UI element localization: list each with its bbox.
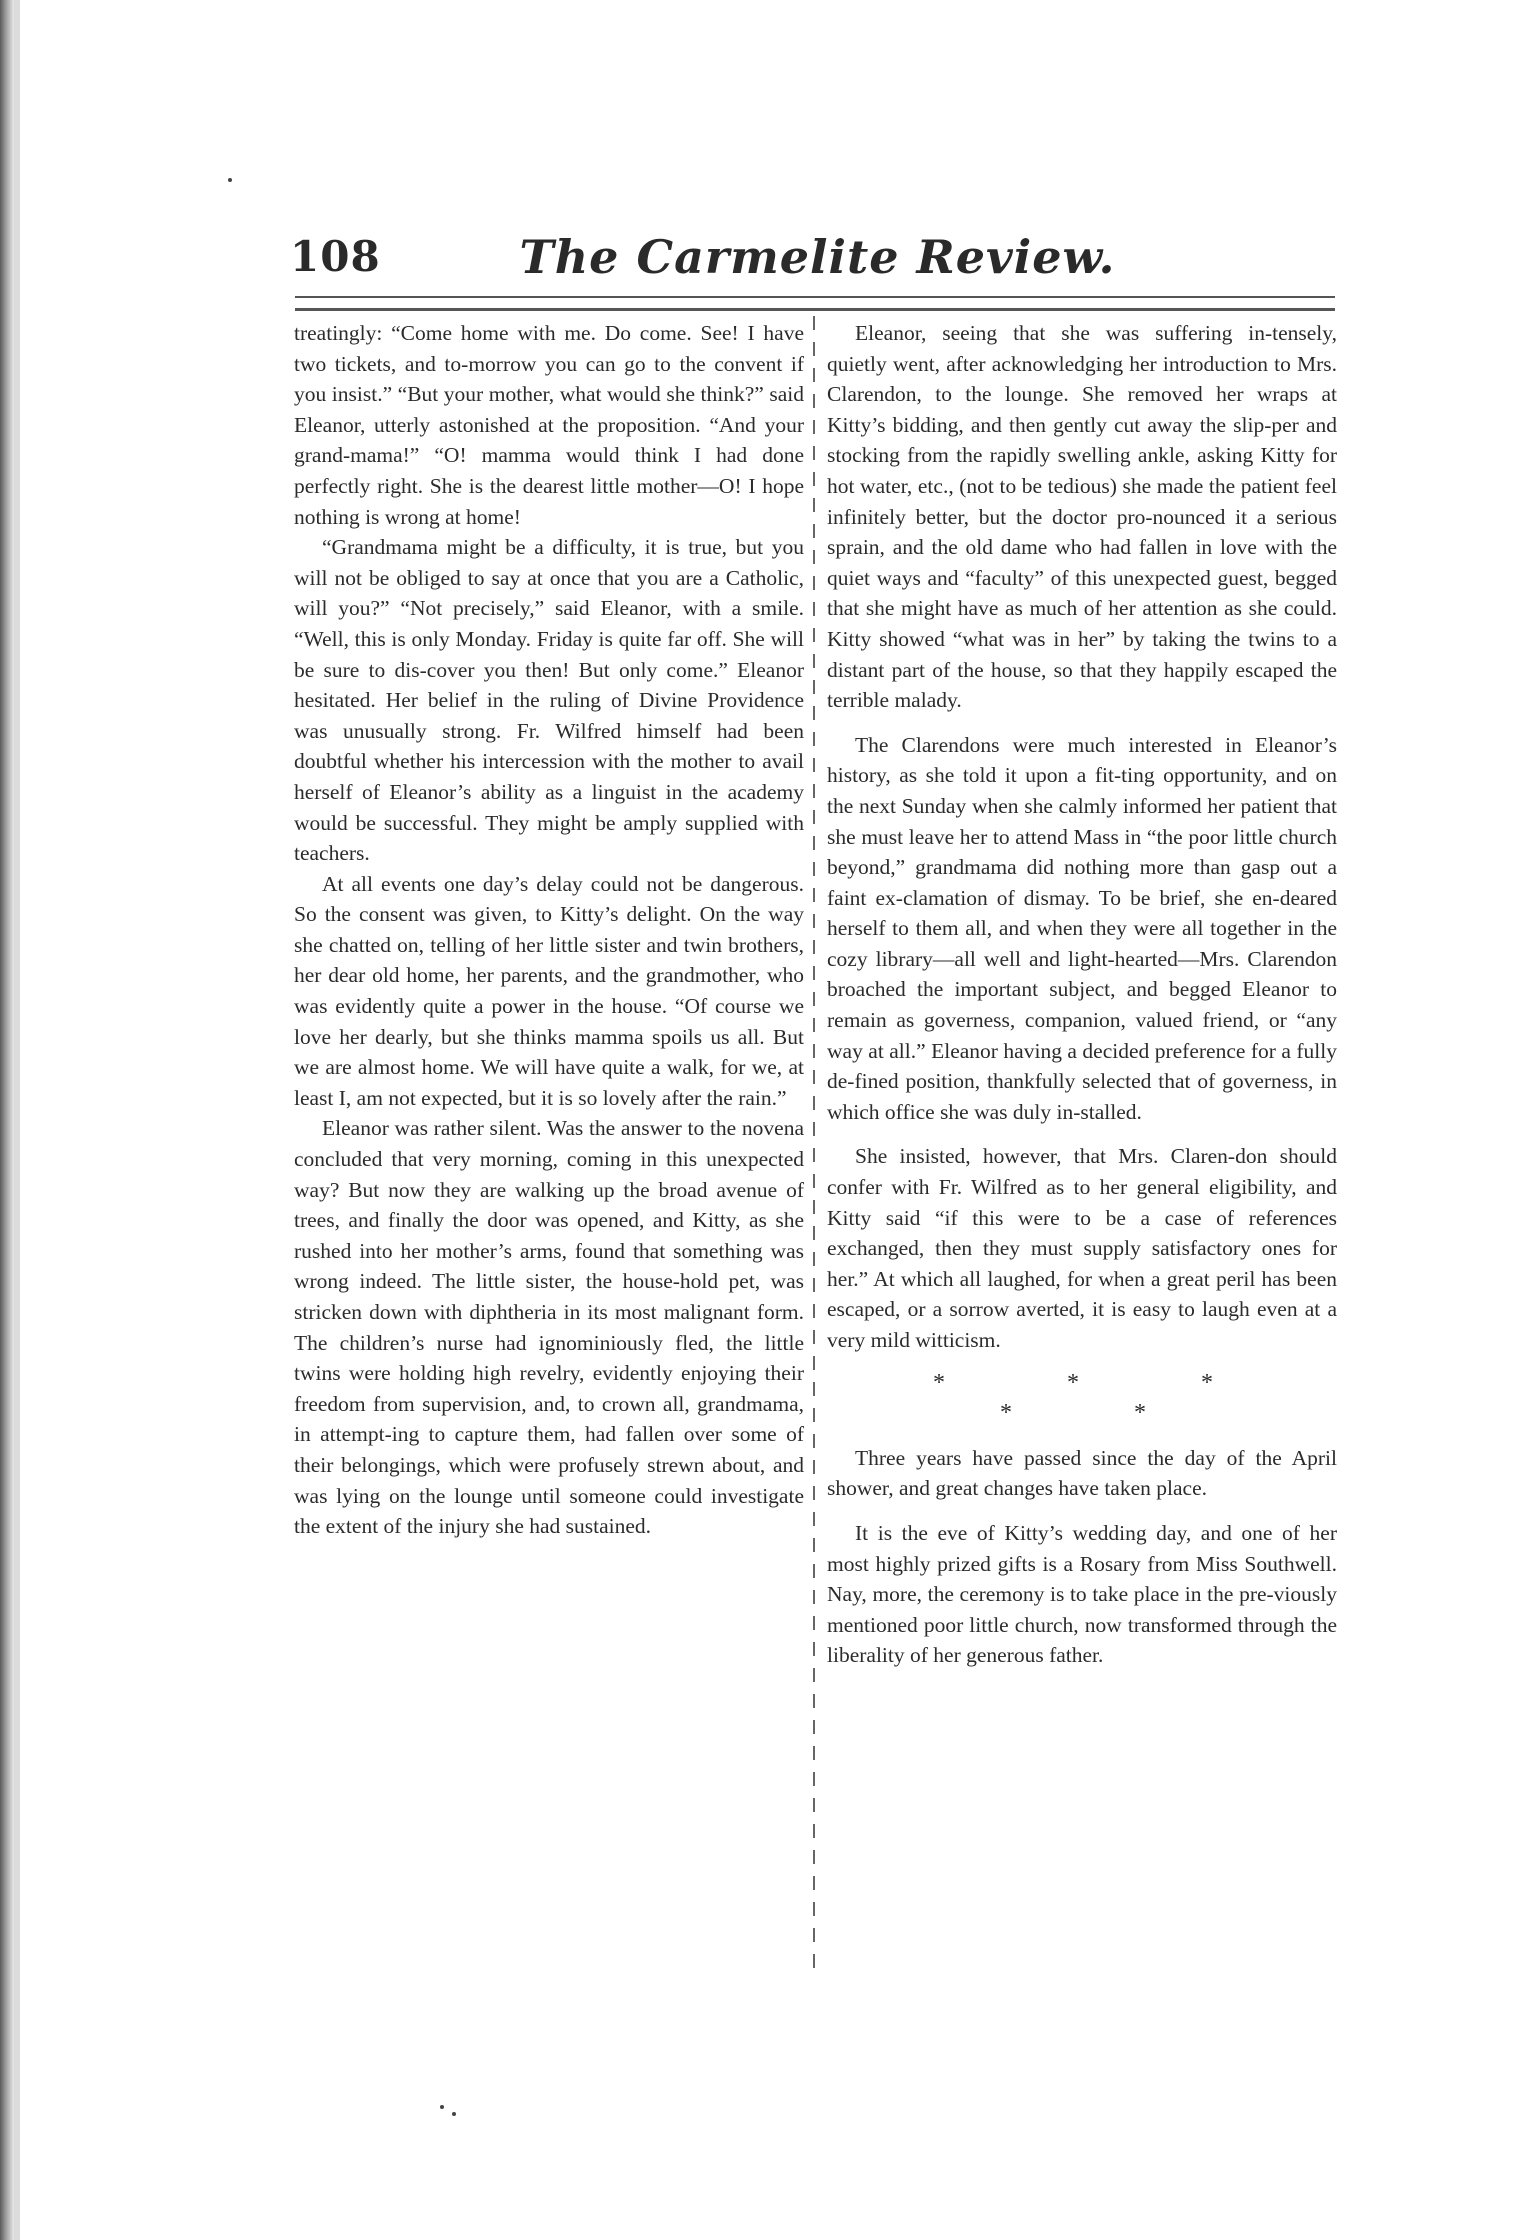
print-speck — [440, 2105, 444, 2109]
paragraph: Three years have passed since the day of the April shower, and great changes have taken place. — [827, 1445, 1337, 1501]
paragraph: It is the eve of Kitty’s wedding day, and one of her most highly prized gifts is a Rosary from Miss Southwell. Nay, more, the ceremony is to take place in the pre-viously mentioned poor little church, now transformed through the liberality of her generous father. — [827, 1520, 1337, 1668]
column-divider — [813, 316, 815, 1976]
left-column — [294, 318, 804, 1542]
paragraph: “Grandmama might be a difficulty, it is true, but you will not be obliged to say at once that you are a Catholic, will you?” “Not precisely,” said Eleanor, with a smile. “Well, this is only Monday. Friday is quite far off. She will be sure to dis-cover you then! But only come.” Eleanor hesitated. Her belief in the ruling of Divine Providence was unusually strong. Fr. Wilfred himself had been doubtful whether his intercession with the mother to avail herself of Eleanor’s ability as a linguist in the academy would be successful. They might be amply supplied with teachers. — [294, 535, 804, 866]
page-header — [290, 232, 1345, 292]
page-binding-edge — [0, 0, 14, 2240]
print-speck — [228, 178, 232, 182]
paragraph: The Clarendons were much interested in Eleanor’s history, as she told it upon a fit-ting opportunity, and on the next Sunday when she calmly informed her patient that she must leave her to attend Mass in “the poor little church beyond,” grandmama did nothing more than gasp out a faint ex-clamation of dismay. To be brief, she en-deared herself to them all, and when they were all together in the cozy library—all well and light-hearted—Mrs. Clarendon broached the important subject, and begged Eleanor to remain as governess, companion, valued friend, or “any way at all.” Eleanor having a decided preference for a fully de-fined position, thankfully selected that of governess, in which office she was duly in-stalled. — [827, 732, 1337, 1124]
paragraph: Eleanor was rather silent. Was the answer to the novena concluded that very morning, coming in this unexpected way? But now they are walking up the broad avenue of trees, and finally the door was opened, and Kitty, as she rushed into her mother’s arms, found that something was wrong indeed. The little sister, the house-hold pet, was stricken down with diphtheria in its most malignant form. The children’s nurse had ignominiously fled, the little twins were holding high revelry, evidently enjoying their freedom from supervision, and, to crown all, grandmama, in attempt-ing to capture them, had fallen over some of their belongings, which were profusely strewn about, and was lying on the lounge until someone could investigate the extent of the injury she had sustained. — [294, 1116, 804, 1539]
print-speck — [452, 2112, 456, 2116]
section-separator: * * * * * — [933, 1369, 1271, 1427]
paragraph: At all events one day’s delay could not be dangerous. So the consent was given, to Kitty’s delight. On the way she chatted on, telling of her little sister and twin brothers, her dear old home, her parents, and the grandmother, who was evidently quite a power in the house. “Of course we love her dearly, but she thinks mamma spoils us all. But we are almost home. We will have quite a walk, for we, at least I, am not expected, but it is so lovely after the rain.” — [294, 871, 804, 1110]
page-binding-shadow — [14, 0, 20, 2240]
paragraph: Eleanor, seeing that she was suffering in-tensely, quietly went, after acknowledging her introduction to Mrs. Clarendon, to the lounge. She removed her wraps at Kitty’s bidding, and then gently cut away the slip-per and stocking from the rapidly swelling ankle, asking Kitty for hot water, etc., (not to be tedious) she made the patient feel infinitely better, but the doctor pro-nounced it a serious sprain, and the old dame who had fallen in love with the quiet ways and “faculty” of this unexpected guest, begged that she might have as much of her attention as she could. Kitty showed “what was in her” by taking the twins to a distant part of the house, so that they happily escaped the terrible malady. — [827, 321, 1337, 713]
paragraph: She insisted, however, that Mrs. Claren-don should confer with Fr. Wilfred as to her general eligibility, and Kitty said “if this were to be a case of references exchanged, then they must supply satisfactory ones for her.” At which all laughed, for when a great peril has been escaped, or a sorrow averted, it is easy to laugh even at a very mild witticism. — [827, 1144, 1337, 1352]
page-number: 108 — [290, 232, 381, 281]
right-column — [827, 318, 1337, 1671]
paragraph: treatingly: “Come home with me. Do come. See! I have two tickets, and to-morrow you can go to the convent if you insist.” “But your mother, what would she think?” said Eleanor, utterly astonished at the proposition. “And your grand-mama!” “O! mamma would think I had done perfectly right. She is the dearest little mother—O! I hope nothing is wrong at home! — [294, 321, 804, 529]
journal-title: The Carmelite Review. — [519, 230, 1116, 284]
header-rule — [295, 296, 1335, 311]
